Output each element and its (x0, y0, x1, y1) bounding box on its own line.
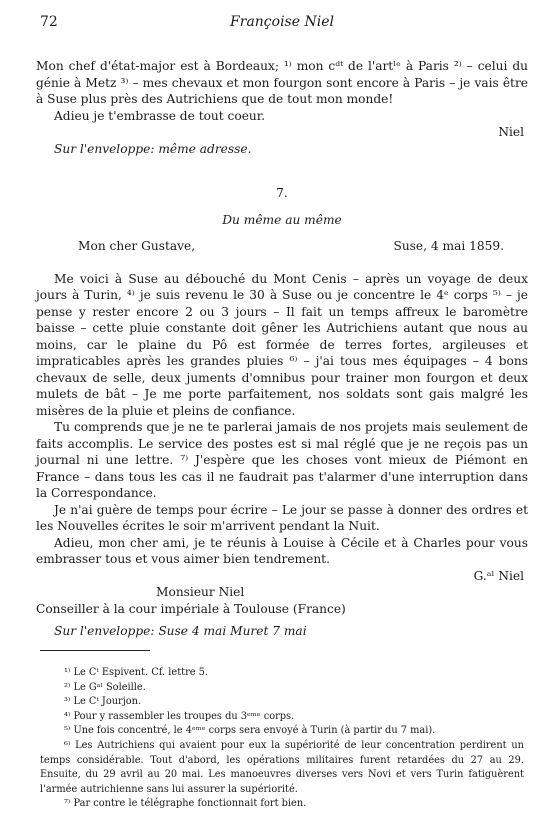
letter7-number: 7. (276, 186, 288, 200)
letter7-subtitle: Du même au même (222, 212, 342, 227)
footnotes (40, 666, 524, 812)
footnote-divider (40, 650, 150, 651)
letter7-addressee-name: Monsieur Niel (156, 585, 245, 599)
footnote-1: ¹⁾ Le Cᵗ Espivent. Cf. lettre 5. (64, 667, 209, 678)
footnote-2: ²⁾ Le Gᵃˡ Soleille. (64, 681, 146, 693)
letter7-paragraph-3: Je n'ai guère de temps pour écrire – Le jour se passe à donner des ordres et les Nouvelles écrites le soir m'arrivent pendant la Nuit. (36, 502, 528, 533)
letter7-envelope-note: Sur l'enveloppe: Suse 4 mai Muret 7 mai (54, 624, 307, 638)
footnote-6: ⁶⁾ Les Autrichiens qui avaient pour eux la supériorité de leur concentration perdirent un temps considérable. Tout d'abord, les opérations militaires furent retardées du 27 au 29. Ensuite, du 29 avril au 20 mai. Les manoeuvres diverses vers Novi et vers Turin fatiguèrent l'armée autrichienne sans lui assurer la supériorité. (40, 739, 524, 795)
letter-body (36, 58, 528, 640)
letter6-paragraph-2: Adieu je t'embrasse de tout coeur. (54, 108, 266, 123)
letter7-addressee-line: Conseiller à la cour impériale à Toulouse (France) (36, 601, 346, 616)
page-number: 72 (40, 14, 58, 30)
letter6-envelope-note: Sur l'enveloppe: même adresse. (54, 141, 252, 156)
letter7-paragraph-2: Tu comprends que je ne te parlerai jamais de nos projets mais seulement de faits accomplis. Le service des postes est si mal réglé que je ne reçois pas un journal ni une lettre. ⁷⁾ J'espère que les choses vont mieux de Piémont en France – dans tous les cas il ne faudrait pas t'alarmer d'une interruption dans la Correspondance. (36, 420, 528, 500)
letter7-place-date: Suse, 4 mai 1859. (393, 239, 504, 253)
footnote-4: ⁴⁾ Pour y rassembler les troupes du 3ᵉᵐᵉ corps. (64, 710, 295, 722)
footnote-7: ⁷⁾ Par contre le télégraphe fonctionnait fort bien. (64, 798, 307, 810)
footnote-5: ⁵⁾ Une fois concentré, le 4ᵉᵐᵉ corps sera envoyé à Turin (à partir du 7 mai). (64, 725, 436, 737)
letter7-paragraph-4: Adieu, mon cher ami, je te réunis à Louise à Cécile et à Charles pour vous embrasser tous et vous aimer bien tendrement. (36, 535, 528, 566)
page-header (40, 14, 524, 32)
letter7-salutation: Mon cher Gustave, (78, 239, 196, 253)
footnote-3: ³⁾ Le Cᵗ Jourjon. (64, 696, 142, 708)
letter7-opening-row (36, 238, 528, 255)
letter7-signature: G.ᵃˡ Niel (473, 568, 524, 583)
letter6-paragraph-1: Mon chef d'état-major est à Bordeaux; ¹⁾ mon cᵈᵗ de l'artˡᵉ à Paris ²⁾ – celui du génie à Metz ³⁾ – mes chevaux et mon fourgon sont encore à Paris – je vais être à Suse plus près des Autrichiens que de tout mon monde! (36, 59, 528, 106)
letter6-signature: Niel (498, 125, 524, 139)
running-title: Françoise Niel (230, 14, 334, 30)
letter7-paragraph-1: Me voici à Suse au débouché du Mont Cenis – après un voyage de deux jours à Turin, ⁴⁾ je suis revenu le 30 à Suse ou je concentre le 4ᵉ corps ⁵⁾ – je pense y rester encore 2 ou 3 jours – Il fait un temps affreux le baromètre baisse – cette pluie constante doit gêner les Autrichiens autant que nous au moins, car le plaine du Pô est formée de terres fortes, argileuses et impraticables après les grandes pluies ⁶⁾ – j'ai tous mes équipages – 4 bons chevaux de selle, deux juments d'omnibus pour trainer mon fourgon et deux mulets de bât – Je me porte parfaitement, nos soldats sont gais malgré les misères de la pluie et pleins de confiance. (36, 271, 528, 418)
